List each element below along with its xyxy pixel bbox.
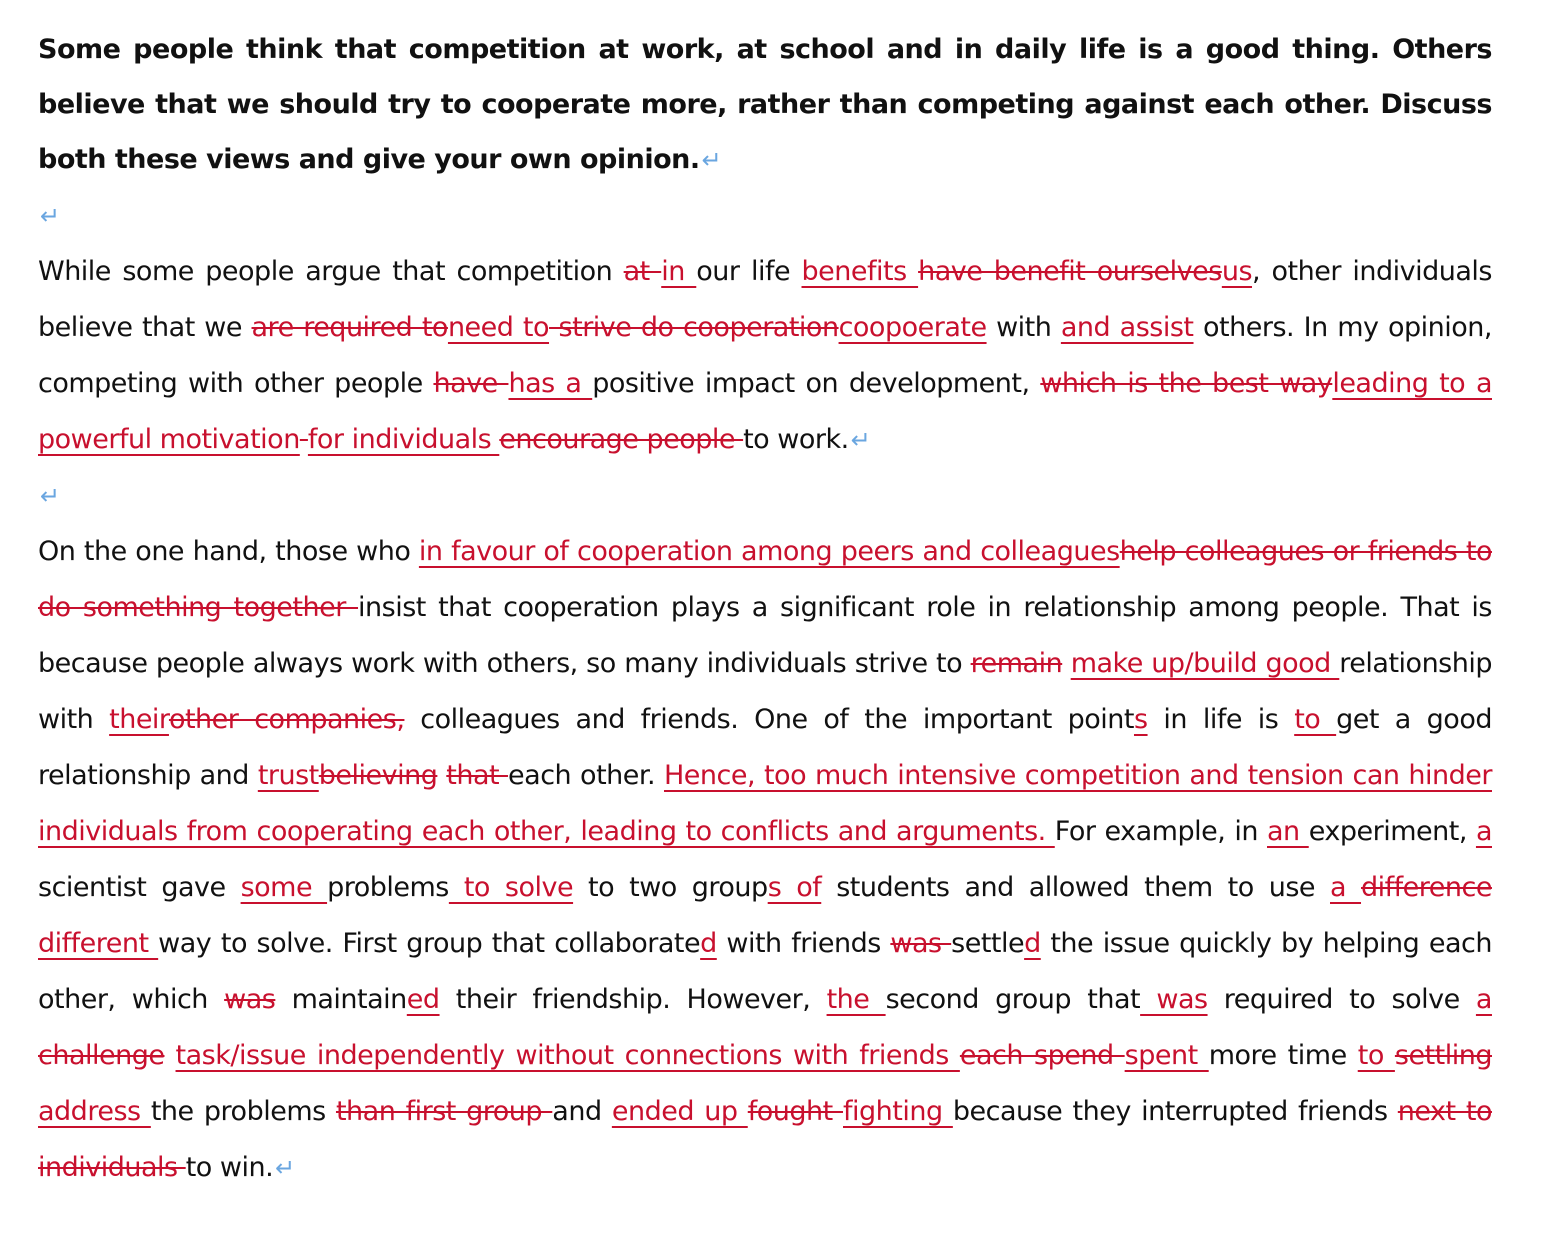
text-run: positive impact on development, bbox=[592, 368, 1041, 399]
text-run: scientist gave bbox=[38, 872, 241, 903]
text-run: relationship with bbox=[38, 648, 1493, 735]
text-run: others. In my opinion, competing with other people bbox=[38, 312, 1492, 399]
text-run: problems bbox=[327, 872, 449, 903]
text-run: required to solve bbox=[1207, 984, 1476, 1015]
text-run: Some people think that competition at work, at school and in daily life is a good thing. Others believe that we should try to cooperate more, rather than competing against each other. Discuss both these views and give your own opinion. bbox=[38, 34, 1492, 175]
deleted-text: help colleagues or friends to do something together bbox=[38, 536, 1492, 623]
inserted-text: s of bbox=[767, 872, 822, 903]
inserted-text: leading to a powerful motivation bbox=[38, 368, 1492, 455]
text-run: , other individuals believe that we bbox=[38, 256, 1492, 343]
inserted-text: their bbox=[109, 704, 169, 735]
inserted-text: d bbox=[1024, 928, 1041, 959]
inserted-text: spent bbox=[1124, 1040, 1209, 1071]
text-run: to work. bbox=[743, 424, 849, 455]
text-run: the issue quickly by helping each other, which bbox=[38, 928, 1492, 1015]
deleted-text: than first group bbox=[335, 1096, 553, 1127]
deleted-text: next to individuals bbox=[38, 1096, 1492, 1183]
inserted-text: address bbox=[38, 1096, 151, 1127]
text-run: On the one hand, those who bbox=[38, 536, 419, 567]
deleted-text: at bbox=[623, 256, 662, 287]
deleted-text: other companies, bbox=[168, 704, 405, 735]
body-paragraph bbox=[38, 524, 1492, 1196]
paragraph-mark-icon: ↵ bbox=[850, 426, 871, 454]
deleted-text: was bbox=[890, 928, 952, 959]
inserted-text: ed bbox=[406, 984, 440, 1015]
deleted-text: believing bbox=[318, 760, 438, 791]
inserted-text: was bbox=[1140, 984, 1208, 1015]
text-run: because they interrupted friends bbox=[952, 1096, 1398, 1127]
deleted-text: was bbox=[224, 984, 276, 1015]
deleted-text: strive do cooperation bbox=[549, 312, 839, 343]
deleted-text: fought bbox=[747, 1096, 843, 1127]
deleted-text: have benefit ourselves bbox=[918, 256, 1222, 287]
paragraph-mark-icon: ↵ bbox=[701, 146, 722, 174]
text-run: colleagues and friends. One of the important point bbox=[404, 704, 1134, 735]
text-run: maintain bbox=[275, 984, 407, 1015]
inserted-text: and assist bbox=[1060, 312, 1194, 343]
deleted-text: that bbox=[446, 760, 509, 791]
deleted-text: difference bbox=[1361, 872, 1492, 903]
deleted-text: remain bbox=[970, 648, 1063, 679]
text-run: more time bbox=[1208, 1040, 1358, 1071]
inserted-text: some bbox=[240, 872, 328, 903]
inserted-text: to solve bbox=[448, 872, 574, 903]
paragraph-mark-icon: ↵ bbox=[275, 1154, 295, 1182]
text-run bbox=[1062, 648, 1070, 679]
inserted-text: d bbox=[700, 928, 717, 959]
deleted-text: settling bbox=[1394, 1040, 1492, 1071]
inserted-text: task/issue independently without connections with friends bbox=[175, 1040, 960, 1071]
inserted-text: ended up bbox=[611, 1096, 748, 1127]
text-run: students and allowed them to use bbox=[821, 872, 1330, 903]
text-run bbox=[164, 1040, 175, 1071]
inserted-text: trust bbox=[257, 760, 319, 791]
text-run: experiment, bbox=[1308, 816, 1476, 847]
deleted-text bbox=[300, 424, 308, 455]
text-run: their friendship. However, bbox=[439, 984, 827, 1015]
inserted-text: us bbox=[1221, 256, 1253, 287]
inserted-text: a bbox=[1475, 984, 1492, 1015]
inserted-text: fighting bbox=[843, 1096, 953, 1127]
text-run: second group that bbox=[885, 984, 1141, 1015]
deleted-text: each spend bbox=[959, 1040, 1125, 1071]
text-run: get a good relationship and bbox=[38, 704, 1492, 791]
inserted-text: a bbox=[1475, 816, 1492, 847]
text-run: to win. bbox=[185, 1152, 274, 1183]
inserted-text: coopoerate bbox=[838, 312, 987, 343]
inserted-text: Hence, too much intensive competition and tension can hinder individuals from cooperating each other, leading to conflicts and arguments. bbox=[38, 760, 1492, 847]
text-run: way to solve. First group that collaborate bbox=[158, 928, 701, 959]
text-run: to two group bbox=[573, 872, 768, 903]
deleted-text: have bbox=[433, 368, 509, 399]
deleted-text: encourage people bbox=[499, 424, 744, 455]
text-run bbox=[437, 760, 446, 791]
deleted-text: which is the best way bbox=[1040, 368, 1333, 399]
inserted-text: different bbox=[38, 928, 159, 959]
text-run: settle bbox=[951, 928, 1025, 959]
inserted-text: a bbox=[1330, 872, 1362, 903]
text-run: each other. bbox=[508, 760, 664, 791]
inserted-text: in bbox=[661, 256, 697, 287]
text-run: with friends bbox=[716, 928, 891, 959]
inserted-text: benefits bbox=[801, 256, 919, 287]
text-run: in life is bbox=[1147, 704, 1295, 735]
text-run: For example, in bbox=[1054, 816, 1268, 847]
text-run: While some people argue that competition bbox=[38, 256, 624, 287]
inserted-text: an bbox=[1267, 816, 1309, 847]
deleted-text: are required to bbox=[251, 312, 448, 343]
inserted-text: s bbox=[1133, 704, 1148, 735]
inserted-text: the bbox=[826, 984, 886, 1015]
empty-paragraph bbox=[38, 188, 1492, 244]
text-run: our life bbox=[696, 256, 802, 287]
text-run: the problems bbox=[150, 1096, 336, 1127]
inserted-text: in favour of cooperation among peers and colleagues bbox=[418, 536, 1120, 567]
text-run: insist that cooperation plays a significant role in relationship among people. That is because people always work with others, so many individuals strive to bbox=[38, 592, 1492, 679]
inserted-text: to bbox=[1357, 1040, 1395, 1071]
inserted-text: to bbox=[1294, 704, 1337, 735]
paragraph-mark-icon: ↵ bbox=[40, 482, 60, 510]
essay-prompt bbox=[38, 22, 1492, 188]
paragraph-mark-icon: ↵ bbox=[40, 202, 60, 230]
empty-paragraph bbox=[38, 468, 1492, 524]
text-run: and bbox=[552, 1096, 612, 1127]
deleted-text: challenge bbox=[38, 1040, 165, 1071]
inserted-text: has a bbox=[508, 368, 593, 399]
body-paragraph bbox=[38, 244, 1492, 468]
inserted-text: need to bbox=[447, 312, 550, 343]
inserted-text: make up/build good bbox=[1070, 648, 1340, 679]
inserted-text: for individuals bbox=[307, 424, 500, 455]
text-run: with bbox=[986, 312, 1061, 343]
